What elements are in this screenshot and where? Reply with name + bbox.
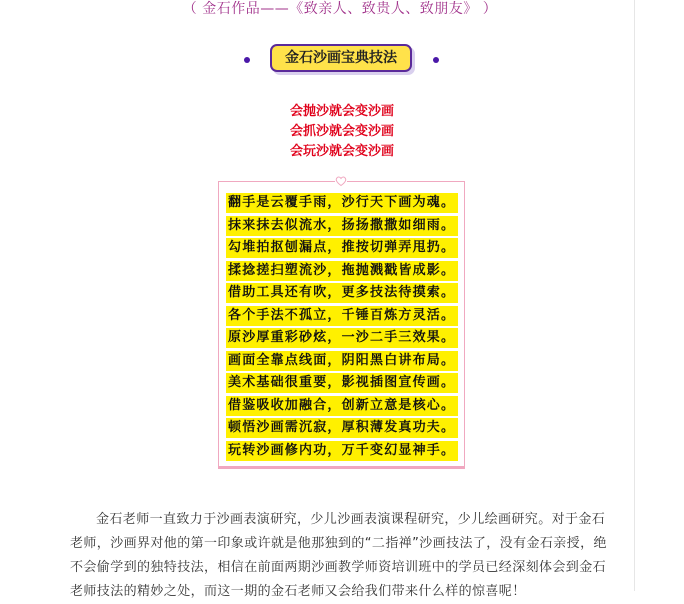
poem-line: 借鉴吸收加融合，创新立意是核心。 (226, 396, 458, 416)
work-subtitle-text: （ 金石作品——《致亲人、致贵人、致朋友》 ） (182, 1, 498, 17)
section-title-badge (270, 44, 412, 72)
bullet-dot-left (244, 57, 250, 63)
poem-line: 抹来抹去似流水，扬扬撒撒如细雨。 (226, 216, 458, 236)
poem-list (226, 193, 458, 463)
work-subtitle (0, 0, 680, 18)
poem-line: 各个手法不孤立，千锤百炼方灵活。 (226, 306, 458, 326)
slogan-line: 会抓沙就会变沙画 (289, 124, 394, 139)
intro-paragraph: 金石老师一直致力于沙画表演研究，少儿沙画表演课程研究，少儿绘画研究。对于金石老师，沙画界对他的第一印象或许就是他那独到的“二指禅”沙画技法了，没有金石亲授，绝不会偷学到的独特技法，相信在前面两期沙画教学师资培训班中的学员已经深刻体会到金石老师技法的精妙之处，而这一期的金石老师又会给我们带来什么样的惊喜呢！ (70, 512, 607, 599)
poem-line: 顿悟沙画需沉寂，厚积薄发真功夫。 (226, 418, 458, 438)
poem-line: 原沙厚重彩砂炫，一沙二手三效果。 (226, 328, 458, 348)
slogan-block (0, 102, 684, 162)
section-title-text: 金石沙画宝典技法 (285, 50, 397, 66)
poem-line: 揉捻搓扫塑流沙，拖抛溅戳皆成影。 (226, 261, 458, 281)
slogan-line: 会抛沙就会变沙画 (289, 104, 394, 119)
poem-line: 翻手是云覆手雨，沙行天下画为魂。 (226, 193, 458, 213)
poem-line: 勾堆拍抠刨漏点，推按切弹弄甩扔。 (226, 238, 458, 258)
bullet-dot-right (433, 57, 439, 63)
page-edge-divider (634, 0, 635, 591)
poem-line: 借助工具还有吹，更多技法待摸索。 (226, 283, 458, 303)
poem-line: 玩转沙画修内功，万千变幻显神手。 (226, 441, 458, 461)
section-badge-row (0, 44, 680, 76)
slogan-line: 会玩沙就会变沙画 (289, 144, 394, 159)
heart-icon (335, 175, 347, 187)
poem-line: 美术基础很重要，影视插图宣传画。 (226, 373, 458, 393)
poem-line: 画面全靠点线面，阴阳黑白讲布局。 (226, 351, 458, 371)
